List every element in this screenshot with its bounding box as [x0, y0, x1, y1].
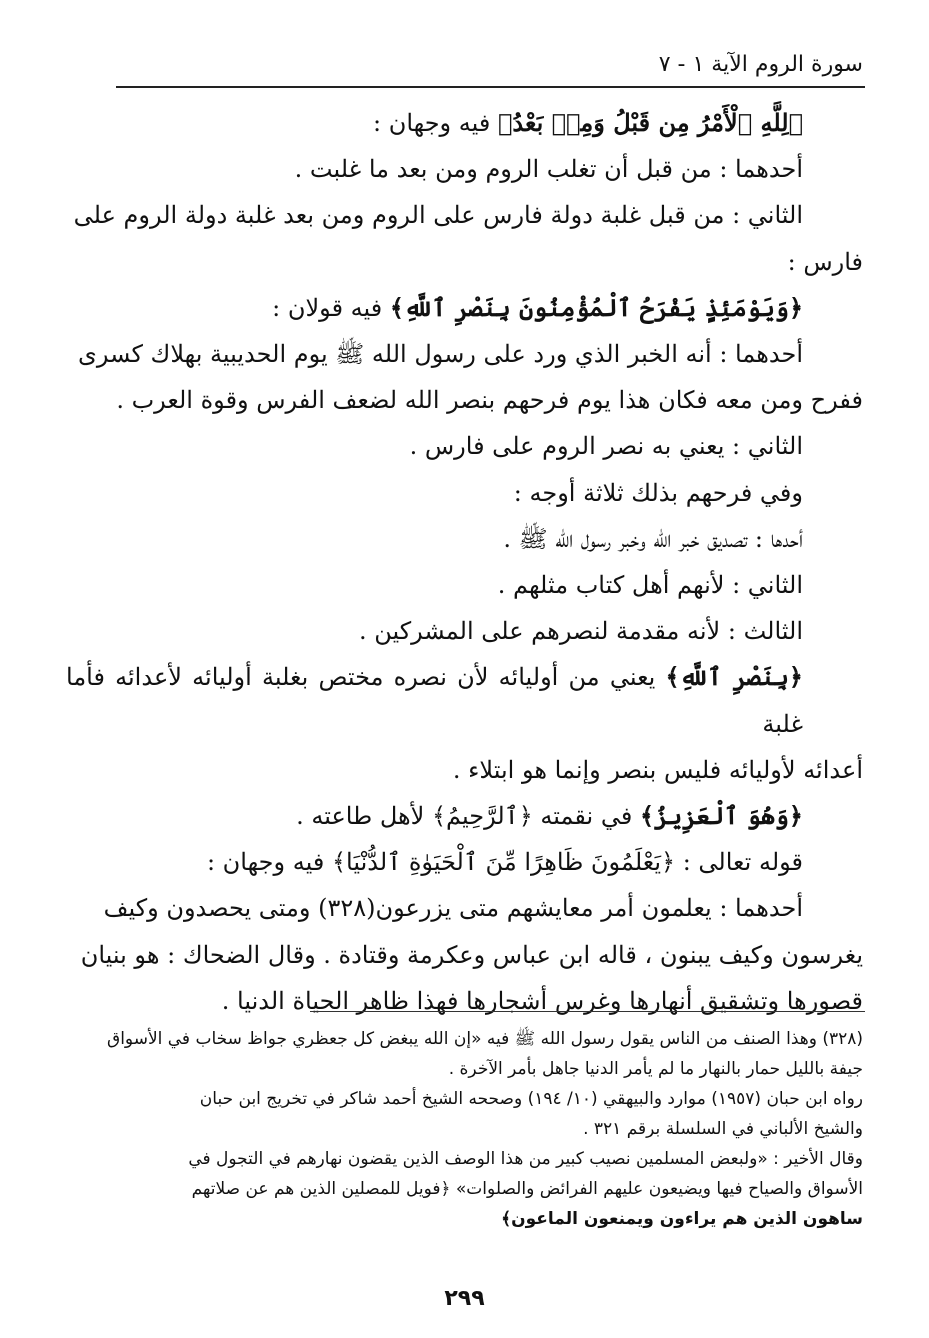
footnote-line: والشيخ الألباني في السلسلة برقم ٣٢١ . [583, 1119, 863, 1139]
text-line: أحدهما : يعلمون أمر معايشهم متى يزرعون(٣٢٨) ومتى يحصدون وكيف [103, 894, 803, 923]
text-line: الثالث : لأنه مقدمة لنصرهم على المشركين . [358, 617, 803, 646]
text-line: ﴿وَهُوَ ٱلْعَزِيزُ﴾ في نقمته ﴿ٱلرَّحِيمُ﴾ لأهل طاعته . [296, 801, 803, 831]
footnote-rule [310, 1011, 865, 1012]
text-line: ﴿لِلَّهِ ٱلْأَمْرُ مِن قَبْلُ وَمِنۢ بَعْدُ﴾ فيه وجهان : [373, 108, 803, 137]
running-head: سورة الروم الآية ١ - ٧ [658, 52, 863, 77]
footnote-line: وقال الأخير : «ولبعض المسلمين نصيب كبير من هذا الوصف الذين يقضون نهارهم في التجول في [188, 1149, 863, 1169]
footnotes [66, 1024, 863, 1234]
text-line: الثاني : لأنهم أهل كتاب مثلهم . [497, 571, 803, 600]
header-rule [116, 86, 865, 88]
text-line: أحدهما : من قبل أن تغلب الروم ومن بعد ما غلبت . [294, 155, 803, 184]
text-line: الثاني : من قبل غلبة دولة فارس على الروم ومن بعد غلبة دولة الروم على [73, 201, 803, 230]
text-line: أحدها : تصديق خبر الله وخبر رسول الله ﷺ . [503, 524, 803, 553]
text-line: قصورها وتشقيق أنهارها وغرس أشجارها فهذا ظاهر الحياة الدنيا . [221, 986, 863, 1015]
commentary-body [66, 100, 863, 1024]
footnote-line: ساهون الذين هم يراءون ويمنعون الماعون﴾ [501, 1209, 863, 1229]
page-number: ٢٩٩ [444, 1286, 485, 1311]
text-line: فارس : [787, 247, 863, 276]
text-line: أحدهما : أنه الخبر الذي ورد على رسول الله ﷺ يوم الحديبية بهلاك كسرى [78, 340, 803, 369]
text-line: ففرح ومن معه فكان هذا يوم فرحهم بنصر الله لضعف الفرس وقوة العرب . [116, 386, 863, 415]
footnote-line: رواه ابن حبان (١٩٥٧) موارد والبيهقي (١٠/ ١٩٤) وصححه الشيخ أحمد شاكر في تخريج ابن حبان [199, 1089, 863, 1109]
text-line: الثاني : يعني به نصر الروم على فارس . [409, 432, 803, 461]
text-line: أعدائه لأوليائه فليس بنصر وإنما هو ابتلاء . [452, 755, 863, 784]
text-line: قوله تعالى : ﴿يَعْلَمُونَ ظَاهِرًا مِّنَ ٱلْحَيَوٰةِ ٱلدُّنْيَا﴾ فيه وجهان : [206, 848, 803, 877]
text-line: ﴿بِنَصْرِ ٱللَّهِ﴾ يعني من أوليائه لأن نصره مختص بغلبة أوليائه لأعدائه فأما غلبة [66, 662, 803, 738]
text-line: يغرسون وكيف يبنون ، قاله ابن عباس وعكرمة وقتادة . وقال الضحاك : هو بنيان [80, 940, 863, 969]
footnote-line: (٣٢٨) وهذا الصنف من الناس يقول رسول الله ﷺ فيه «إن الله يبغض كل جعظري جواظ سخاب في الأسواق [107, 1029, 863, 1049]
text-line: وفي فرحهم بذلك ثلاثة أوجه : [513, 478, 803, 507]
footnote-line: الأسواق والصياح فيها ويضيعون عليهم الفرائض والصلوات» ﴿فويل للمصلين الذين هم عن صلاتهم [191, 1179, 863, 1199]
footnote-line: جيفة بالليل حمار بالنهار ما لم يأمر الدنيا جاهل بأمر الآخرة . [448, 1059, 863, 1079]
text-line: ﴿وَيَوْمَئِذٍ يَفْرَحُ ٱلْمُؤْمِنُونَ بِنَصْرِ ٱللَّهِ﴾ فيه قولان : [272, 292, 803, 322]
